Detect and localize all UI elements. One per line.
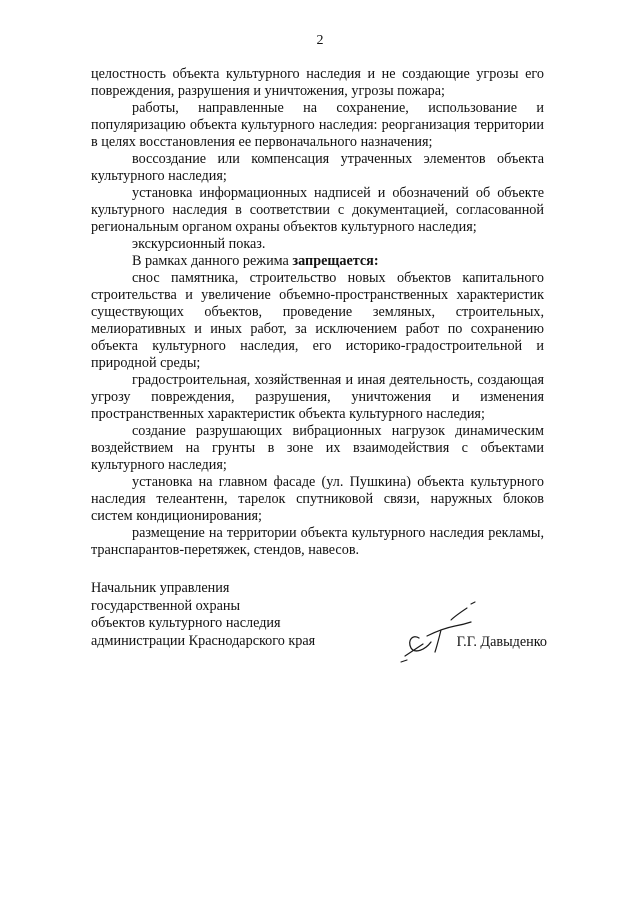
position-line: Начальник управления xyxy=(91,580,230,596)
paragraph-vibration: создание разрушающих вибрационных нагрузок динамическим воздействием на грунты в зоне их взаимодействия с объектами культурного наследия; xyxy=(91,423,544,473)
paragraph-urban-activity: градостроительная, хозяйственная и иная деятельность, создающая угрозу повреждения, разрушения, уничтожения и изменения пространственных характеристик объекта культурного наследия; xyxy=(91,372,544,422)
paragraph-information-signs: установка информационных надписей и обозначений об объекте культурного наследия в соответствии с документацией, согласованной региональным органом охраны объектов культурного наследия; xyxy=(91,185,544,235)
position-line: администрации Краснодарского края xyxy=(91,632,316,649)
paragraph-facade-installations: установка на главном фасаде (ул. Пушкина) объекта культурного наследия телеантенн, тарелок спутниковой связи, наружных блоков систем кондиционирования; xyxy=(91,474,544,524)
prohibited-keyword: запрещается: xyxy=(292,253,379,269)
paragraph-demolition: снос памятника, строительство новых объектов капитального строительства и увеличение объемно-пространственных характеристик существующих объектов, проведение земляных, строительных, мелиоративных и иных работ, за исключением работ по сохранению объекта культурного наследия, его историко-градостроительной и природной среды; xyxy=(91,270,544,371)
signatory-name: Г.Г. Давыденко xyxy=(456,634,547,650)
paragraph-advertising: размещение на территории объекта культурного наследия рекламы, транспарантов-перетяжек, стендов, навесов. xyxy=(91,525,544,558)
position-line: объектов культурного наследия xyxy=(91,615,281,631)
paragraph-continuation: целостность объекта культурного наследия и не создающие угрозы его повреждения, разрушения и уничтожения, угрозы пожара; xyxy=(91,66,544,99)
handwritten-signature-icon xyxy=(391,590,491,670)
paragraph-excursion: экскурсионный показ. xyxy=(132,236,266,252)
paragraph-reconstruction: воссоздание или компенсация утраченных элементов объекта культурного наследия; xyxy=(91,151,544,184)
position-line: государственной охраны xyxy=(91,597,241,614)
paragraph-prohibited-intro xyxy=(91,253,544,270)
page-number: 2 xyxy=(316,33,324,48)
paragraph-preservation-works: работы, направленные на сохранение, использование и популяризацию объекта культурного наследия: реорганизация территории в целях восстановления ее первоначального назначения; xyxy=(91,100,544,150)
signature-block xyxy=(91,580,547,670)
prohibited-intro-text: В рамках данного режима xyxy=(132,253,293,269)
document-body xyxy=(91,66,544,559)
